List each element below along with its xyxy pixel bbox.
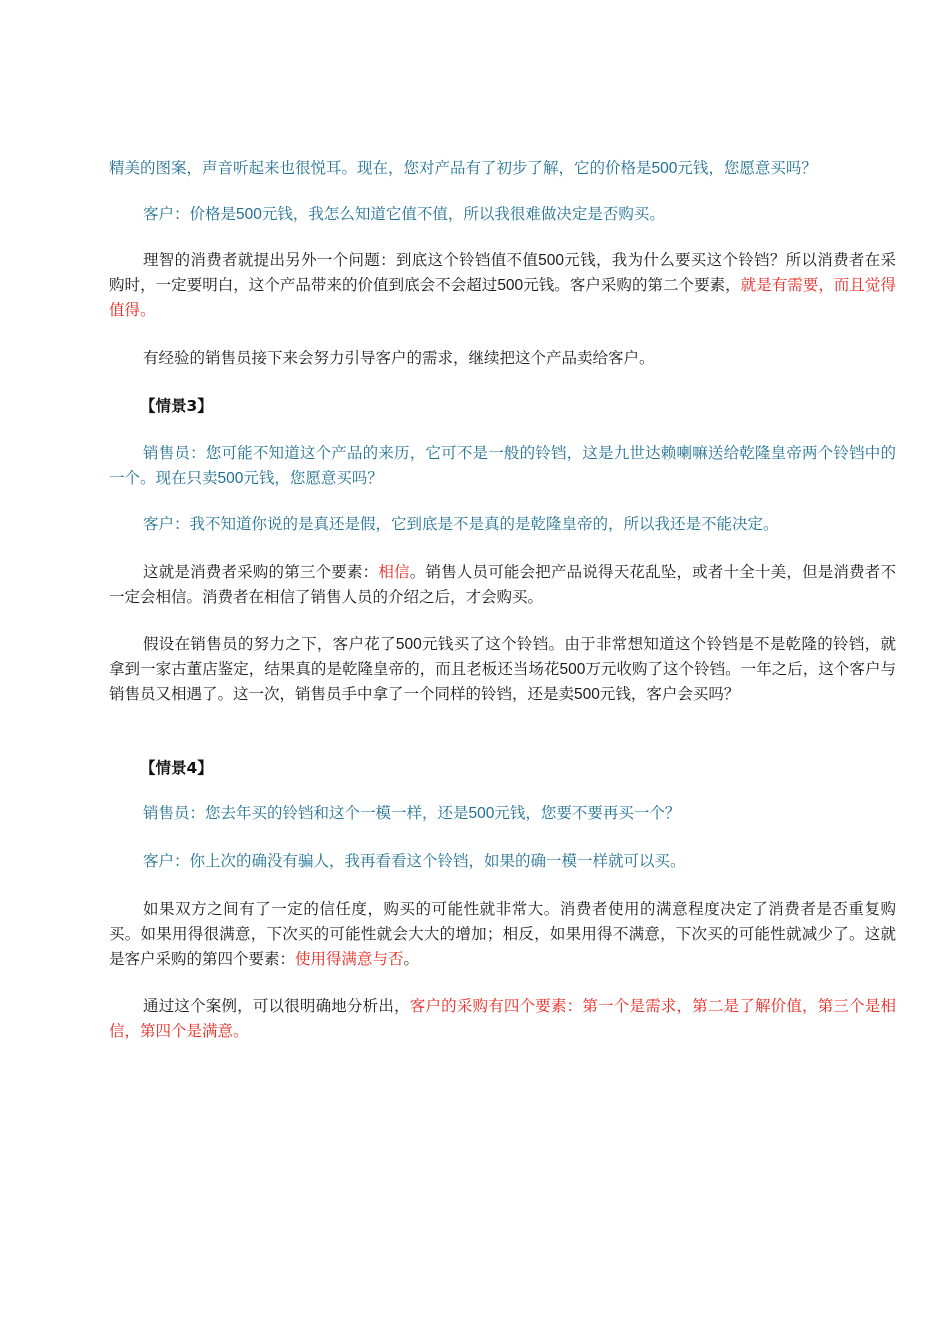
text-run: 500 <box>468 805 495 822</box>
dialogue-salesperson-repeat <box>109 801 896 826</box>
text-run: 元钱，您愿意买吗？ <box>243 469 383 487</box>
text-run: 500 <box>559 661 586 678</box>
text-run: 。 <box>403 950 420 968</box>
text-run: 客户：我不知道你说的是真还是假，它到底是不是真的是乾隆皇帝的，所以我还是不能决定。 <box>143 515 779 533</box>
text-run: 精美的图案，声音听起来也很悦耳。现在，您对产品有了初步了解，它的价格是 <box>109 159 652 177</box>
text-run: 元钱，我怎么知道它值不值，所以我很难做决定是否购买。 <box>261 205 665 223</box>
text-run: 假设在销售员的努力之下，客户花了 <box>143 635 396 653</box>
text-run: 这就是消费者采购的第三个要素： <box>143 563 379 581</box>
text-run: 通过这个案例，可以很明确地分析出， <box>143 997 410 1015</box>
text-run: 销售员：您去年买的铃铛和这个一模一样，还是 <box>143 804 469 822</box>
text-run: 就是有需要，而且觉得值得。 <box>109 276 896 319</box>
paragraph-conclusion <box>109 994 896 1044</box>
text-run: 相信 <box>378 563 410 581</box>
text-run: 500 <box>395 636 422 653</box>
text-run: 500 <box>497 277 524 294</box>
text-run: 如果双方之间有了一定的信任度，购买的可能性就非常大。消费者使用的满意程度决定了消费者是否重复购买。如果用得很满意，下次买的可能性就会大大的增加；相反，如果用得不满意，下次买的可能性就减少了。这就是客户采购的第四个要素： <box>109 900 896 968</box>
text-run: 500 <box>217 470 244 487</box>
text-run: 元钱。客户采购的第二个要素， <box>523 276 741 294</box>
text-run: 有经验的销售员接下来会努力引导客户的需求，继续把这个产品卖给客户。 <box>143 349 655 367</box>
paragraph-hypothesis <box>109 632 896 707</box>
text-run: 元钱买了这个铃铛。由于非常想知道这个铃铛是不是乾隆的铃铛，就拿到一家古董店鉴定，结果真的是乾隆皇帝的，而且老板还当场花 <box>109 635 896 678</box>
text-run: 500 <box>538 252 565 269</box>
text-run: 客户：你上次的确没有骗人，我再看看这个铃铛，如果的确一模一样就可以买。 <box>143 852 686 870</box>
dialogue-customer-agree <box>109 849 896 874</box>
dialogue-customer-doubt <box>109 512 896 537</box>
text-run: 万元收购了这个铃铛。一年之后，这个客户与销售员又相遇了。这一次，销售员手中拿了一个同样的铃铛，还是卖 <box>109 660 896 703</box>
text-run: 500 <box>236 206 262 223</box>
text-run: 元钱，您要不要再买一个？ <box>494 804 681 822</box>
text-run: 元钱，客户会买吗？ <box>599 685 740 703</box>
dialogue-salesperson-price <box>109 156 896 181</box>
text-run: 销售员：您可能不知道这个产品的来历，它可不是一般的铃铛，这是九世达赖喇嘛送给乾隆皇帝两个铃铛中的一个。现在只卖 <box>109 444 896 487</box>
paragraph-experienced-seller <box>109 346 896 371</box>
text-run: 使用得满意与否 <box>295 950 404 968</box>
text-run: 元钱，我为什么要买这个铃铛？所以消费者在采购时，一定要明白，这个产品带来的价值到底会不会超过 <box>109 251 896 294</box>
text-run: 500 <box>574 686 600 703</box>
dialogue-customer-price <box>109 202 896 227</box>
scene-3-heading: 【情景3】 <box>140 397 213 415</box>
text-run: 元钱，您愿意买吗？ <box>677 159 817 177</box>
text-run: 。销售人员可能会把产品说得天花乱坠，或者十全十美，但是消费者不一定会相信。消费者在相信了销售人员的介绍之后，才会购买。 <box>109 563 896 606</box>
paragraph-second-element <box>109 248 896 323</box>
text-run: 客户：价格是 <box>143 205 237 223</box>
paragraph-fourth-element <box>109 897 896 972</box>
scene-4-heading: 【情景4】 <box>140 759 213 777</box>
text-run: 理智的消费者就提出另外一个问题：到底这个铃铛值不值 <box>143 251 539 269</box>
text-run: 客户的采购有四个要素：第一个是需求，第二是了解价值，第三个是相信，第四个是满意。 <box>109 997 896 1040</box>
text-run: 500 <box>651 160 678 177</box>
paragraph-third-element <box>109 560 896 610</box>
dialogue-salesperson-history <box>109 441 896 491</box>
